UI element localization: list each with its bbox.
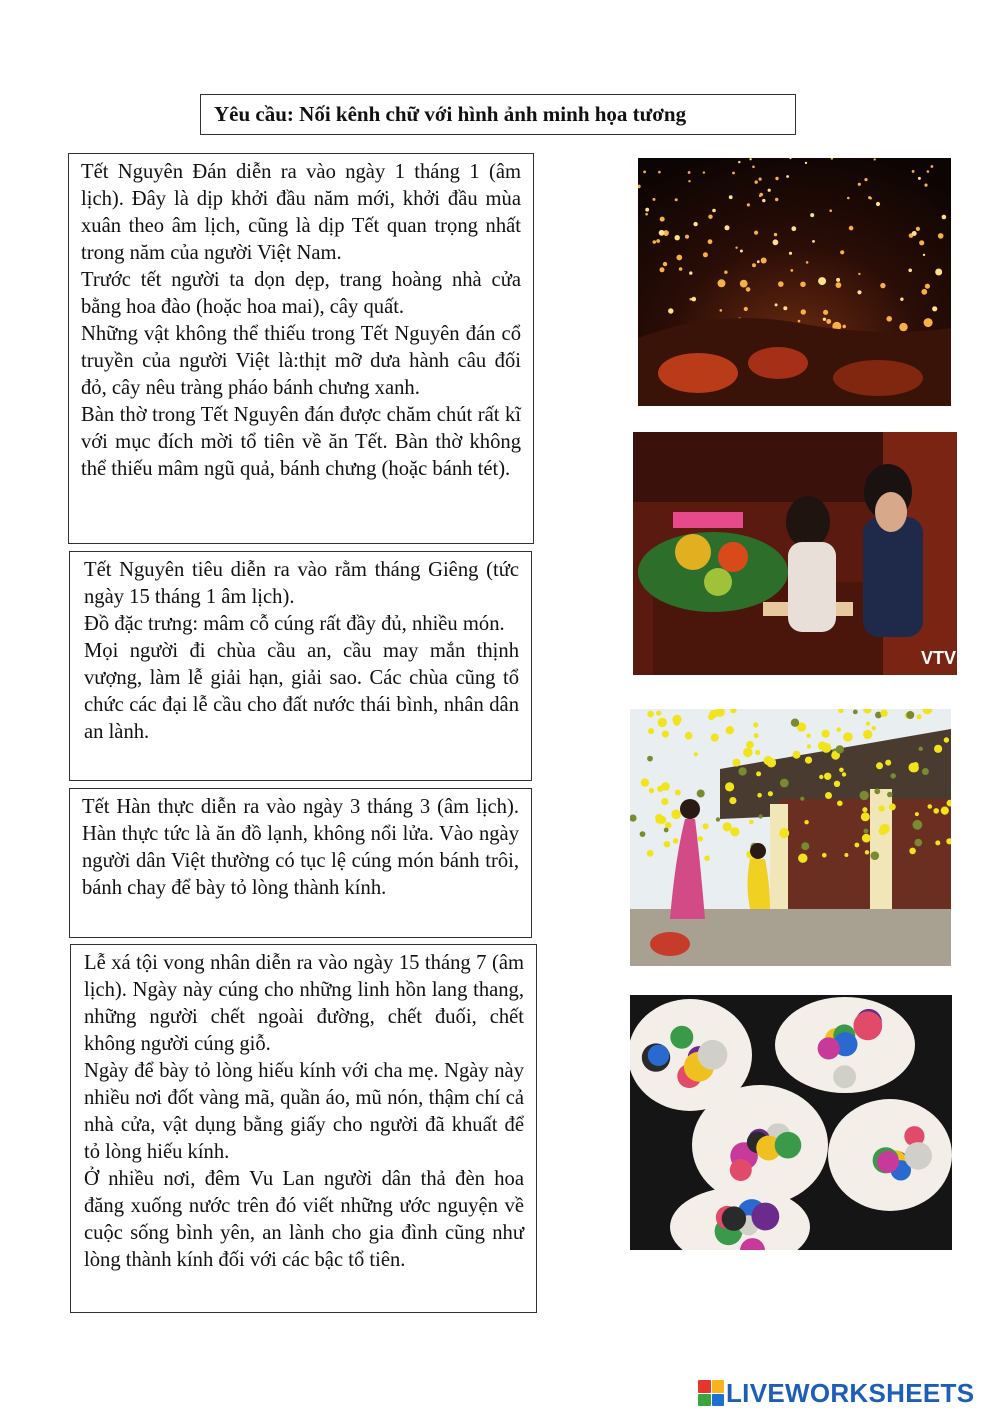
rice-ball	[904, 1142, 932, 1170]
blossom	[934, 745, 942, 753]
lantern	[703, 171, 705, 173]
lantern	[858, 273, 860, 275]
blossom	[805, 757, 812, 764]
lantern	[823, 310, 828, 315]
blossom	[910, 850, 914, 854]
blossom	[889, 803, 896, 810]
text-box-le-xa-toi-vong-nhan[interactable]	[70, 944, 537, 1313]
blossom	[661, 798, 668, 805]
blossom	[855, 843, 860, 848]
lantern	[708, 215, 712, 219]
lantern	[679, 267, 683, 271]
blossom	[860, 791, 869, 800]
lantern	[656, 239, 660, 243]
lantern	[668, 308, 673, 313]
lantern	[685, 235, 689, 239]
blossom	[685, 732, 693, 740]
lantern	[774, 233, 777, 236]
lantern	[688, 171, 691, 174]
blossom	[749, 820, 754, 825]
blossom	[656, 711, 661, 716]
lantern	[688, 180, 690, 182]
blossom	[675, 720, 680, 725]
blossom	[673, 838, 679, 844]
blossom	[825, 792, 832, 799]
blossom	[874, 788, 880, 794]
blossom	[834, 781, 840, 787]
rice-ball	[722, 1206, 746, 1230]
lantern	[849, 226, 854, 231]
lantern	[752, 263, 756, 267]
lantern	[847, 197, 850, 200]
blossom	[861, 812, 870, 821]
sweet-rice-balls-photo[interactable]	[630, 995, 952, 1250]
lantern	[868, 196, 871, 199]
rice-ball	[648, 1045, 669, 1066]
lantern	[826, 319, 831, 324]
temple-offering-photo[interactable]	[633, 432, 957, 675]
lantern	[919, 240, 924, 245]
lantern	[880, 283, 885, 288]
lantern	[689, 271, 692, 274]
blossom	[647, 711, 654, 718]
text-box-tet-han-thuc[interactable]	[69, 788, 532, 938]
lantern	[703, 252, 708, 257]
lantern	[925, 284, 930, 289]
blossom	[887, 792, 893, 798]
lantern	[663, 262, 667, 266]
lantern	[800, 282, 806, 288]
blossom	[839, 768, 844, 773]
blossom	[800, 797, 804, 801]
lantern	[912, 231, 917, 236]
lantern	[643, 171, 646, 174]
lantern	[798, 320, 801, 323]
blossom	[843, 732, 853, 742]
blossom	[732, 759, 740, 767]
blossom	[866, 722, 870, 726]
lantern	[754, 231, 758, 235]
blossom	[933, 808, 939, 814]
blossom	[836, 745, 844, 753]
blossom	[876, 762, 883, 769]
lantern	[712, 209, 716, 213]
blossom	[935, 840, 940, 845]
paragraph: Trước tết người ta dọn dẹp, trang hoàng nhà cửa bằng hoa đào (hoặc hoa mai), cây quất.	[81, 269, 521, 318]
lantern	[645, 213, 648, 216]
lantern	[759, 195, 761, 197]
blossom	[753, 722, 758, 727]
lantern	[812, 240, 815, 243]
rice-ball	[752, 1203, 780, 1231]
text-box-tet-nguyen-tieu[interactable]	[69, 551, 532, 781]
lantern	[857, 290, 861, 294]
blossom	[878, 805, 884, 811]
lantern	[755, 180, 758, 183]
lantern	[778, 281, 784, 287]
lantern	[789, 252, 792, 255]
paragraph: Những vật không thể thiếu trong Tết Nguyên đán cổ truyền của người Việt là:thịt mỡ dưa hành câu đối đỏ, cây nêu tràng pháo bánh chưng xanh.	[81, 323, 521, 399]
paragraph: Bàn thờ trong Tết Nguyên đán được chăm chút rất kĩ với mục đích mời tổ tiên về ăn Tết. Bàn thờ không thể thiếu mâm ngũ quả, bánh chưng (hoặc bánh tét).	[81, 404, 521, 480]
lantern	[874, 158, 876, 160]
rice-ball	[670, 1026, 693, 1049]
blossom	[757, 793, 762, 798]
lantern	[729, 195, 733, 199]
lantern	[660, 217, 665, 222]
lantern	[675, 235, 680, 240]
blossom	[729, 797, 736, 804]
blossom	[801, 842, 809, 850]
blossom	[836, 727, 841, 732]
lantern	[783, 306, 787, 310]
blossom	[780, 779, 789, 788]
lantern	[718, 279, 726, 287]
blossom	[697, 790, 705, 798]
blossom	[764, 756, 773, 765]
blossom	[723, 822, 732, 831]
blossom	[915, 839, 923, 847]
blossom	[872, 726, 876, 730]
lantern	[818, 277, 826, 285]
lantern	[740, 280, 748, 288]
blossom	[655, 814, 663, 822]
lantern	[842, 325, 846, 329]
lantern	[836, 282, 842, 288]
rice-ball	[833, 1065, 856, 1088]
lantern	[746, 287, 751, 292]
lantern	[923, 254, 925, 256]
blossom	[862, 834, 871, 843]
blossom	[665, 822, 672, 829]
lantern	[829, 209, 832, 212]
blossom	[871, 851, 880, 860]
text-box-tet-nguyen-dan[interactable]	[68, 153, 534, 544]
blossom	[743, 748, 753, 758]
lantern	[805, 162, 807, 164]
blossom	[738, 767, 746, 775]
blossom	[917, 714, 922, 719]
blossom	[791, 719, 799, 727]
lantern	[823, 318, 826, 321]
blossom	[880, 710, 887, 717]
lantern	[801, 309, 806, 314]
lantern	[752, 166, 755, 169]
blossom	[664, 828, 669, 833]
blossom	[649, 788, 654, 793]
blossom	[725, 782, 734, 791]
blossom	[818, 741, 827, 750]
blossom	[806, 734, 810, 738]
lantern	[676, 255, 682, 261]
paragraph: Lễ xá tội vong nhân diễn ra vào ngày 15 tháng 7 (âm lịch). Ngày này cúng cho những linh hồn lang thang, những người chết ngoài đường, chết đuối, chết không người cúng giỗ.	[84, 952, 524, 1055]
lantern	[759, 178, 762, 181]
lantern	[762, 199, 765, 202]
lantern	[757, 260, 760, 263]
lantern	[790, 269, 793, 272]
blossom	[726, 726, 734, 734]
lantern	[942, 215, 947, 220]
blossom	[941, 807, 949, 815]
blossom	[804, 820, 808, 824]
lantern	[899, 323, 907, 331]
apricot-blossom-house-photo[interactable]	[630, 709, 951, 966]
blossom	[913, 762, 919, 768]
lantern	[653, 198, 656, 201]
blossom	[798, 854, 807, 863]
lantern	[645, 208, 649, 212]
blossom	[913, 820, 923, 830]
blossom	[844, 853, 848, 857]
paragraph: Đồ đặc trưng: mâm cỗ cúng rất đầy đủ, nhiều món.	[84, 613, 505, 635]
rice-ball	[730, 1159, 752, 1181]
lantern	[692, 297, 697, 302]
blossom	[756, 771, 761, 776]
blossom	[944, 737, 949, 742]
lantern	[876, 202, 880, 206]
lantern	[916, 227, 920, 231]
lantern	[931, 165, 934, 168]
lantern	[747, 203, 750, 206]
lantern	[900, 298, 903, 301]
lantern	[886, 316, 892, 322]
blossom	[919, 747, 923, 751]
lantern	[768, 189, 771, 192]
lantern	[738, 161, 740, 163]
blossom	[661, 782, 670, 791]
lanterns-night-photo[interactable]	[638, 158, 951, 406]
blossom	[647, 850, 654, 857]
blossom	[658, 718, 667, 727]
lantern	[786, 175, 789, 178]
lantern	[935, 269, 942, 276]
blossom	[641, 778, 649, 786]
lantern	[791, 226, 796, 231]
lantern	[864, 178, 867, 181]
blossom	[922, 768, 929, 775]
lantern	[720, 309, 723, 312]
paragraph: Mọi người đi chùa cầu an, cầu may mắn thịnh vượng, làm lễ giải hạn, giải sao. Các chùa cũng tổ chức các đại lễ cầu cho đất nước thái bình, nhân dân an lành.	[84, 640, 519, 743]
rice-ball	[775, 1132, 802, 1159]
blossom	[647, 756, 653, 762]
blossom	[880, 824, 890, 834]
blossom	[837, 801, 843, 807]
lantern	[924, 184, 927, 187]
rice-ball	[818, 1037, 840, 1059]
blossom	[664, 841, 671, 848]
lantern	[932, 306, 937, 311]
liveworksheets-mark-icon	[698, 1380, 724, 1406]
blossom	[759, 814, 763, 818]
vtv-watermark: VTV	[921, 648, 957, 668]
blossom	[822, 853, 827, 858]
lantern	[840, 250, 844, 254]
lantern	[773, 239, 779, 245]
lantern	[761, 258, 767, 264]
blossom	[865, 850, 869, 854]
blossom	[754, 733, 759, 738]
lantern	[775, 198, 778, 201]
lantern	[927, 170, 930, 173]
lantern	[732, 172, 735, 175]
blossom	[863, 730, 872, 739]
paragraph: Tết Hàn thực diễn ra vào ngày 3 tháng 3 (âm lịch). Hàn thực tức là ăn đồ lạnh, không nổi lửa. Vào ngày người dân Việt thường có tục lệ cúng món bánh trôi, bánh chay để bày tỏ lòng thành kính.	[82, 796, 519, 899]
lantern	[858, 183, 861, 186]
blossom	[906, 711, 914, 719]
blossom	[885, 760, 891, 766]
lantern	[693, 222, 697, 226]
blossom	[824, 773, 831, 780]
blossom	[755, 750, 760, 755]
lantern	[744, 307, 748, 311]
blossom	[694, 752, 698, 756]
blossom	[822, 730, 830, 738]
blossom	[793, 751, 801, 759]
lantern	[708, 239, 713, 244]
blossom	[640, 831, 646, 837]
lantern	[836, 278, 840, 282]
lantern	[921, 289, 927, 295]
blossom	[853, 710, 858, 715]
lantern	[810, 213, 814, 217]
liveworksheets-logo	[698, 1378, 974, 1408]
lantern	[660, 267, 665, 272]
blossom	[746, 741, 754, 749]
blossom	[711, 734, 719, 742]
blossom	[671, 810, 681, 820]
rice-ball	[877, 1151, 899, 1173]
rice-ball	[698, 1040, 728, 1070]
blossom	[662, 730, 669, 737]
blossom	[675, 790, 681, 796]
lantern	[918, 177, 921, 180]
lantern	[735, 247, 737, 249]
lantern	[749, 158, 751, 160]
blossom	[730, 827, 739, 836]
lantern	[912, 170, 915, 173]
paragraph: Tết Nguyên Đán diễn ra vào ngày 1 tháng 1 (âm lịch). Đây là dịp khởi đầu năm mới, khởi đầu mùa xuân theo âm lịch, cũng là dịp Tết quan trọng nhất trong năm của người Việt Nam.	[81, 161, 521, 264]
lantern	[806, 261, 809, 264]
paragraph: Ngày để bày tỏ lòng hiếu kính với cha mẹ. Ngày này nhiều nơi đốt vàng mã, quần áo, mũ nón, thậm chí cả nhà cửa, vật dụng bằng giấy cho người đã khuất để tỏ lòng hiếu kính.	[84, 1060, 524, 1163]
blossom	[915, 812, 919, 816]
lantern	[924, 318, 933, 327]
lantern	[740, 250, 743, 253]
blossom	[648, 728, 654, 734]
lantern	[908, 269, 912, 273]
lantern	[724, 271, 727, 274]
blossom	[672, 814, 676, 818]
lantern	[675, 198, 678, 201]
paragraph: Ở nhiều nơi, đêm Vu Lan người dân thả đèn hoa đăng xuống nước trên đó viết những ước nguyện về cuộc sống bình yên, an lành cho gia đình cũng như lòng thành kính đối với các bậc tổ tiên.	[84, 1168, 524, 1271]
brand-name: LIVEWORKSHEETS	[726, 1377, 975, 1408]
lantern	[653, 240, 657, 244]
blossom	[768, 791, 773, 796]
blossom	[842, 772, 846, 776]
lantern	[658, 171, 661, 174]
blossom	[716, 817, 720, 821]
blossom	[819, 775, 823, 779]
blossom	[703, 823, 709, 829]
lantern	[659, 230, 665, 236]
blossom	[779, 828, 789, 838]
blossom	[704, 856, 710, 862]
lantern	[938, 233, 944, 239]
instruction-title: Yêu cầu: Nối kênh chữ với hình ảnh minh họa tương	[200, 94, 796, 135]
blossom	[891, 773, 896, 778]
blossom	[698, 836, 703, 841]
rice-ball	[853, 1011, 882, 1040]
paragraph: Tết Nguyên tiêu diễn ra vào rằm tháng Giêng (tức ngày 15 tháng 1 âm lịch).	[84, 559, 519, 608]
lantern	[775, 303, 778, 306]
lantern	[725, 225, 730, 230]
blossom	[862, 807, 867, 812]
blossom	[807, 744, 811, 748]
lantern	[775, 177, 778, 180]
blossom	[864, 829, 869, 834]
blossom	[928, 804, 933, 809]
